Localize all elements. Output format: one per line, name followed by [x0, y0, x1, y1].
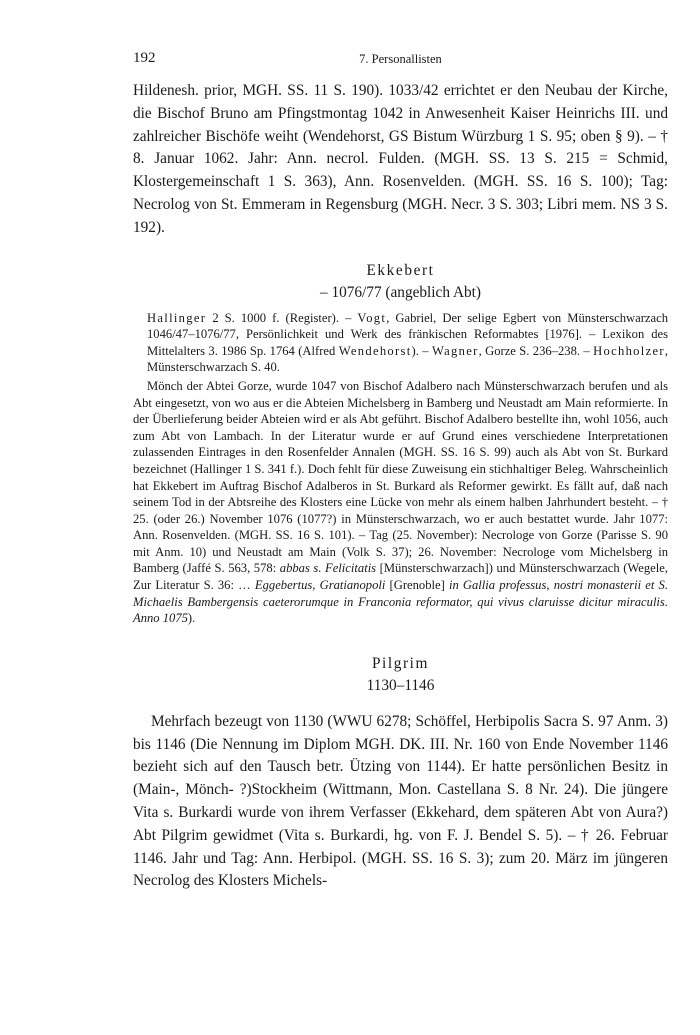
entry-name-ekkebert: Ekkebert — [366, 261, 435, 279]
bib-text: , Gabriel, Der selige Egbert von Münsterschwarzach 1046/47–1076/77, Persönlichkeit und Werk des fränkischen Reformabtes [1976]. – Lexikon des Mittelalters 3. 1986 Sp. 1764 (Alfred — [147, 310, 668, 358]
book-page — [133, 50, 668, 893]
bib-author: Hallinger — [147, 310, 207, 325]
entry-dates-pilgrim: 1130–1146 — [366, 676, 435, 694]
text-segment: [Münsterschwarzach]) und Münsterschwarzach (Wegele, Zur Literatur S. 36: … — [133, 561, 669, 593]
text-segment: [Grenoble] — [385, 578, 449, 593]
intro-paragraph: Hildenesh. prior, MGH. SS. 11 S. 190). 1033/42 errichtet er den Neubau der Kirche, die Bischof Bruno am Pfingstmontag 1042 in Anwesenheit Kaiser Heinrichs III. und zahlreicher Bischöfe weiht (Wendehorst, GS Bistum Würzburg 1 S. 95; oben § 9). – † 8. Januar 1062. Jahr: Ann. necrol. Fulden. (MGH. SS. 13 S. 215 = Schmid, Klostergemeinschaft 1 S. 363), Ann. Rosenvelden. (MGH. SS. 16 S. 100); Tag: Necrolog von St. Emmeram in Regensburg (MGH. Necr. 3 S. 303; Libri mem. NS 3 S. 192). — [133, 82, 668, 236]
page-number: 192 — [133, 50, 156, 66]
entry-text-pilgrim: Mehrfach bezeugt von 1130 (WWU 6278; Schöffel, Herbipolis Sacra S. 97 Anm. 3) bis 1146 (Die Nennung im Diplom MGH. DK. III. Nr. 160 von Ende November 1146 bezieht sich auf den Tausch betr. Ützing von 1144). Er hatte persönlichen Besitz in (Main-, Mönch- ?)Stockheim (Wittmann, Mon. Castellana S. 8 Nr. 24). Die jüngere Vita s. Burkardi wurde von ihrem Verfasser (Ekkehard, dem späteren Abt von Aura?) Abt Pilgrim gewidmet (Vita s. Burkardi, hg. von F. J. Bendel S. 5). – † 26. Februar 1146. Jahr und Tag: Ann. Herbipol. (MGH. SS. 16 S. 3); zum 20. März im jüngeren Necrolog des Klosters Michels- — [133, 712, 668, 890]
bib-author: Wagner — [431, 343, 479, 358]
entry-dates-ekkebert: – 1076/77 (angeblich Abt) — [319, 283, 481, 301]
bib-author: Hochholzer — [593, 343, 665, 358]
text-segment: Mönch der Abtei Gorze, wurde 1047 von Bischof Adalbero nach Münsterschwarzach berufen und als Abt eingesetzt, von wo aus er die Abteien Michelsberg in Bamberg und Neustadt am Main reformierte. In der Überlieferung beider Abteien wird er als Abt geführt. Bischof Adalbero bestellte ihn, wohl 1056, auch zum Abt von Lambach. In der Literatur wurde er auf Grund eines verschiedene Interpretationen zulassenden Eintrages in den Rosenfelder Annalen (MGH. SS. 16 S. 99) auch als Abt von St. Burkard bezeichnet (Hallinger 1 S. 341 f.). Doch fehlt für diese Zuweisung ein stichhaltiger Beleg. Wahrscheinlich hat Ekkebert im Auftrag Bischof Adalberos in St. Burkard als Reformer gewirkt. Es fällt auf, daß nach seinem Tod in der Abtsreihe des Klosters eine Lücke von mehr als einem halben Jahrhundert besteht. – † 25. (oder 26.) November 1076 (1077?) in Münsterschwarzach, wo er auch bestattet wurde. Jahr 1077: Ann. Rosenvelden. (MGH. SS. 16 S. 101). – Tag (25. November): Necrologe von Gorze (Parisse S. 90 mit Anm. 10) und Neustadt am Main (Volk S. 37); 26. November: Necrologe vom Michelsberg in Bamberg (Jaffé S. 563, 578: — [133, 378, 668, 576]
bib-text: , Gorze S. 236–238. – — [478, 343, 594, 358]
bibliography-text — [147, 310, 668, 376]
italic-quote: Eggebertus, Gratianopoli — [254, 578, 386, 593]
bib-text: 2 S. 1000 f. (Register). – — [206, 310, 358, 325]
running-title: 7. Personallisten — [359, 52, 442, 66]
italic-quote: in Gallia professus, nostri monasterii et S. Michaelis Bambergensis caeterorumque in Franconia reformator, qui vivus claruisse dicitur miraculis. Anno 1075 — [133, 578, 668, 626]
entry-name-pilgrim: Pilgrim — [371, 654, 430, 672]
italic-quote: abbas s. Felicitatis — [279, 561, 377, 576]
bib-text: , Münsterschwarzach S. 40. — [147, 343, 668, 375]
bib-text: ). – — [411, 343, 432, 358]
text-segment: ). — [187, 611, 196, 626]
bib-author: Wendehorst — [338, 343, 412, 358]
bibliography-ekkebert — [133, 310, 668, 376]
bib-author: Vogt — [357, 310, 387, 325]
page-header — [133, 50, 668, 74]
entry-text-ekkebert — [133, 378, 668, 627]
